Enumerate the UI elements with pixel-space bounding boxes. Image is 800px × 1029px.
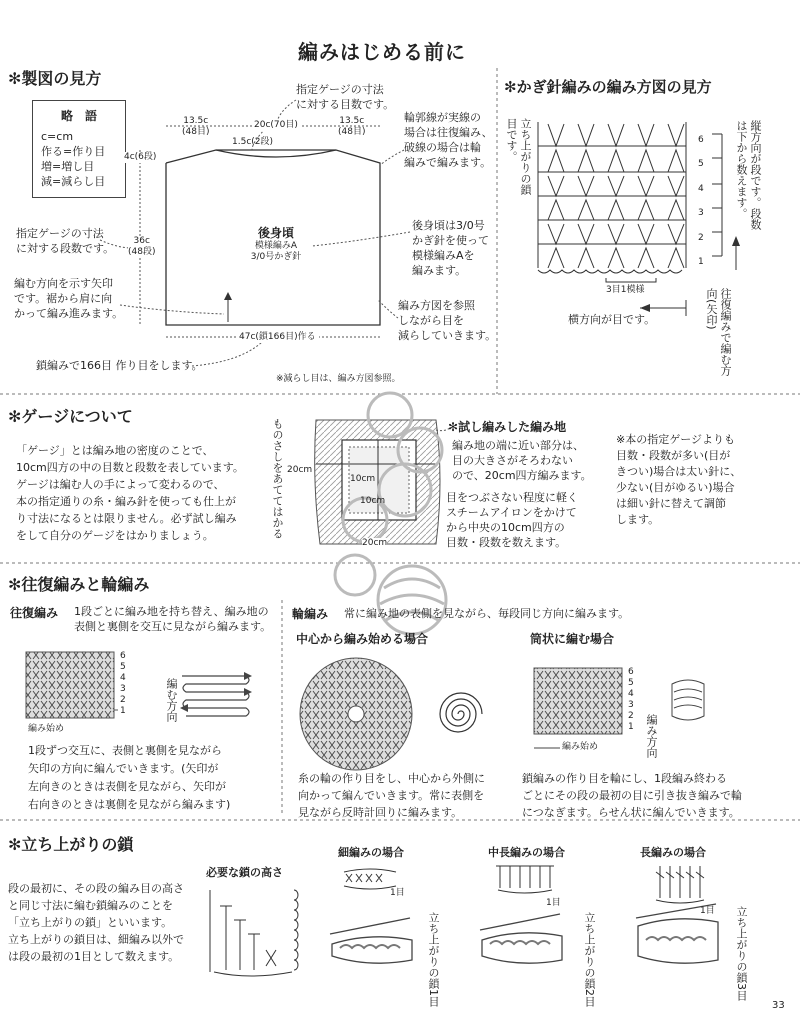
- sec5-heading: ✻立ち上がりの鎖: [8, 835, 134, 854]
- hook-note: 後身頃は3/0号 かぎ針を使って 模様編みAを 編みます。: [412, 219, 489, 277]
- swatch-title: ✻試し編みした編み地: [448, 420, 567, 434]
- arrow-note: 編む方向を示す矢印 です。裾から肩に向 かって編み進みます。: [14, 277, 124, 320]
- abbr-item: 作る=作り目: [41, 145, 106, 158]
- page-number: 33: [772, 1000, 785, 1011]
- needed-height-title: 必要な鎖の高さ: [206, 866, 283, 879]
- abbr-item: c=cm: [41, 130, 74, 143]
- asterisk-icon: ✻: [8, 407, 22, 426]
- abbr-item: 増=増し目: [41, 160, 95, 173]
- flat-row-numbers: 6 5 4 3 2 1: [120, 651, 126, 716]
- chain-note: 鎖編みで166目 作り目をします。: [36, 359, 203, 372]
- side-top-dimension: 4c(6段): [124, 152, 157, 162]
- top-mid-dimension: 20c(70目): [254, 120, 298, 130]
- sec3-heading: ✻ゲージについて: [8, 407, 133, 426]
- page-title: 編みはじめる前に: [298, 40, 466, 64]
- tube-start-label: 編み始め: [562, 742, 599, 752]
- gauge-tip: ※本の指定ゲージよりも 目数・段数が多い(目が きつい)場合は太い針に、 少ない(目がゆるい)場合 は細い針に替えて調節 します。: [616, 433, 742, 526]
- asterisk-icon: ✻: [8, 575, 22, 594]
- turning-chain-body: 段の最初に、その段の編み目の高さ と同じ寸法に編む鎖編みのことを 「立ち上がりの鎖」といいます。 立ち上がりの鎖目は、細編み以外で は段の最初の1目として数えます。: [8, 882, 184, 963]
- flat-direction-vertical-note: 往復編みで編む方向(矢印): [705, 288, 732, 376]
- sec4-heading: ✻往復編みと輪編み: [8, 575, 150, 594]
- dimension-10cm-vertical: 10cm: [350, 474, 376, 484]
- sec1-heading: ✻製図の見方: [8, 69, 102, 88]
- flat-description: 1段ごとに編み地を持ち替え、編み地の 表側と裏側を交互に見ながら編みます。: [74, 605, 272, 633]
- tube-direction-label: 編み方向: [645, 714, 658, 758]
- rows-vertical-note: 縦方向が段です。段数は下から数えます。: [735, 120, 762, 230]
- steam-note: 目をつぶさない程度に軽く スチームアイロンをかけて から中央の10cm四方の 目数・段数を数えます。: [446, 491, 578, 549]
- flat-start-label: 編み始め: [28, 724, 65, 734]
- ruler-vertical-note: ものさしをあててはかる: [271, 418, 284, 539]
- dimension-20cm-vertical: 20cm: [287, 465, 313, 475]
- back-body-label: 後身頃 模様編みA 3/0号かぎ針: [250, 226, 302, 262]
- dc-title: 長編みの場合: [640, 846, 706, 859]
- abbr-title: 略 語: [60, 109, 97, 123]
- sec2-heading: ✻かぎ針編みの編み方図の見方: [504, 78, 712, 96]
- sc-title: 細編みの場合: [338, 846, 404, 859]
- asterisk-icon: ✻: [448, 420, 459, 434]
- chart-row-numbers: 6 5 4 3 2 1: [698, 135, 704, 268]
- row-gauge-note: 指定ゲージの寸法 に対する段数です。: [16, 227, 115, 255]
- hdc-turning-vertical: 立ち上がりの鎖2目: [583, 912, 596, 1007]
- side-main-dimension: 36c (48段): [128, 236, 156, 257]
- dc-one-label: 1目: [700, 906, 715, 916]
- gauge-body: 「ゲージ」とは編み地の密度のことで、 10cm四方の中の目数と段数を表しています。 ゲージは編む人の手によって変わるので、 本の指定通りの糸・編み針を使っても仕上が り寸法になるとは限りません。必ず試し編み をして自分のゲージをはかりましょう。: [16, 444, 244, 542]
- top-right-dimension: 13.5c (48目): [338, 116, 366, 137]
- asterisk-icon: ✻: [504, 78, 517, 96]
- dc-turning-vertical: 立ち上がりの鎖3目: [735, 906, 748, 1001]
- abbr-item: 減=減らし目: [41, 175, 106, 188]
- repeat-label: 3目1模様: [606, 285, 645, 295]
- outline-note: 輪郭線が実線の 場合は往復編み、 破線の場合は輪 編みで編みます。: [404, 111, 493, 169]
- neck-dimension: 1.5c(2段): [232, 137, 274, 147]
- tube-row-numbers: 6 5 4 3 2 1: [628, 667, 634, 732]
- round-title: 輪編み: [292, 607, 329, 621]
- sc-turning-vertical: 立ち上がりの鎖1目: [427, 912, 440, 1007]
- flat-title: 往復編み: [10, 606, 59, 620]
- flat-direction-label: 編む方向: [165, 678, 178, 722]
- tube-body: 鎖編みの作り目を輪にし、1段編み終わる ごとにその段の最初の目に引き抜き編みで輪 につなぎます。らせん状に編んでいきます。: [522, 772, 742, 819]
- gauge-stitch-note: 指定ゲージの寸法 に対する目数です。: [296, 83, 395, 111]
- center-start-title: 中心から編み始める場合: [296, 632, 429, 646]
- asterisk-icon: ✻: [8, 835, 22, 854]
- bottom-dimension: 47c(鎖166目)作る: [236, 332, 319, 343]
- hdc-one-label: 1目: [546, 898, 561, 908]
- turning-chain-vertical-note: 立ち上がりの鎖目です。: [505, 118, 532, 195]
- sc-one-label: 1目: [390, 888, 405, 898]
- chart-note: 編み方図を参照 しながら目を 減らしていきます。: [398, 299, 497, 342]
- horizontal-note: 横方向が目です。: [568, 313, 656, 326]
- tube-title: 筒状に編む場合: [530, 632, 615, 646]
- top-left-dimension: 13.5c (48目): [182, 116, 210, 137]
- round-description: 常に編み地の表側を見ながら、毎段同じ方向に編みます。: [344, 607, 630, 620]
- swatch-note: 編み地の端に近い部分は、 目の大きさがそろわない ので、20cm四方編みます。: [452, 439, 592, 482]
- asterisk-icon: ✻: [8, 69, 22, 88]
- hdc-title: 中長編みの場合: [488, 846, 565, 859]
- dimension-10cm-horizontal: 10cm: [360, 496, 386, 506]
- decrease-note: ※減らし目は、編み方図参照。: [276, 374, 401, 384]
- center-body: 糸の輪の作り目をし、中心から外側に 向かって編んでいきます。常に表側を 見ながら反時計回りに編みます。: [298, 772, 485, 819]
- flat-body: 1段ずつ交互に、表側と裏側を見ながら 矢印の方向に編んでいきます。(矢印が 左向きのときは表側を見ながら、矢印が 右向きのときは裏側を見ながら編みます): [28, 744, 231, 811]
- dimension-20cm-horizontal: 20cm: [362, 538, 388, 548]
